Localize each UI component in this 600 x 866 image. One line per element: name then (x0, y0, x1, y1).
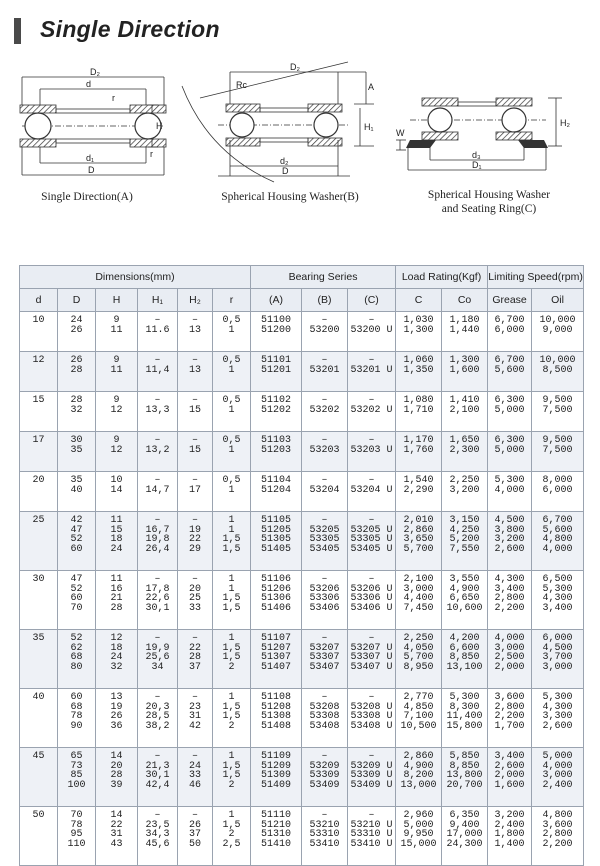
svg-text:d: d (86, 79, 92, 89)
cell-series-a: 51104 51204 (251, 472, 302, 512)
header-load-rating: Load Rating(Kgf) (396, 266, 488, 289)
svg-text:D: D (282, 166, 289, 176)
cell-H: 11 15 18 24 (96, 512, 138, 571)
cell-H1: – 13,2 (138, 432, 178, 472)
cell-series-a: 51106 51206 51306 51406 (251, 571, 302, 630)
cell-d: 10 (20, 312, 58, 352)
cell-load-co: 6,350 9,400 17,000 24,300 (442, 807, 488, 866)
cell-D: 24 26 (58, 312, 96, 352)
cell-D: 60 68 78 90 (58, 689, 96, 748)
cell-r: 1 1,5 2 2,5 (213, 807, 251, 866)
cell-D: 26 28 (58, 352, 96, 392)
cell-series-a: 51109 51209 51309 51409 (251, 748, 302, 807)
cell-load-c: 2,860 4,900 8,200 13,000 (396, 748, 442, 807)
col-header-H2: H₂ (178, 289, 213, 312)
cell-grease: 6,700 6,000 (488, 312, 532, 352)
cell-series-c: – 53204 U (348, 472, 396, 512)
cell-d: 20 (20, 472, 58, 512)
col-header-D: D (58, 289, 96, 312)
table-row (20, 571, 584, 630)
cell-series-a: 51103 51203 (251, 432, 302, 472)
cell-r: 0,5 1 (213, 472, 251, 512)
cell-oil: 5,300 4,300 3,300 2,600 (532, 689, 584, 748)
page-title: Single Direction (40, 16, 220, 42)
cell-series-c: – 53209 U 53309 U 53409 U (348, 748, 396, 807)
cell-d: 50 (20, 807, 58, 866)
svg-text:A: A (368, 82, 375, 92)
cell-H2: – 13 (178, 352, 213, 392)
cell-grease: 4,500 3,800 3,200 2,600 (488, 512, 532, 571)
col-header-load-co: Co (442, 289, 488, 312)
cell-d: 15 (20, 392, 58, 432)
col-header-load-c: C (396, 289, 442, 312)
cell-r: 0,5 1 (213, 312, 251, 352)
cell-oil: 4,800 3,600 2,800 2,200 (532, 807, 584, 866)
diagram-single-direction (12, 65, 174, 185)
cell-series-b: – 53209 53309 53409 (302, 748, 348, 807)
cell-d: 25 (20, 512, 58, 571)
cell-load-co: 2,250 3,200 (442, 472, 488, 512)
table-row (20, 352, 584, 392)
diagram-c-caption: Spherical Housing Washer and Seating Ring(C) (427, 189, 551, 215)
cell-D: 70 78 95 110 (58, 807, 96, 866)
cell-oil: 6,500 5,300 4,300 3,400 (532, 571, 584, 630)
cell-series-a: 51107 51207 51307 51407 (251, 630, 302, 689)
svg-text:D₂: D₂ (290, 62, 300, 72)
svg-text:D₂: D₂ (90, 67, 100, 77)
diagram-housing-washer-seating-ring (396, 70, 586, 185)
spec-table-body (20, 312, 584, 866)
table-row (20, 512, 584, 571)
cell-grease: 4,000 3,000 2,500 2,000 (488, 630, 532, 689)
cell-H: 14 20 28 39 (96, 748, 138, 807)
header-dimensions: Dimensions(mm) (20, 266, 251, 289)
svg-text:D₁: D₁ (472, 160, 482, 170)
cell-series-b: – 53201 (302, 352, 348, 392)
cell-D: 42 47 52 60 (58, 512, 96, 571)
cell-H2: – 20 25 33 (178, 571, 213, 630)
cell-series-b: – 53206 53306 53406 (302, 571, 348, 630)
spec-table (19, 265, 584, 866)
cell-series-b: – 53202 (302, 392, 348, 432)
svg-text:r: r (150, 149, 153, 159)
cell-d: 35 (20, 630, 58, 689)
cell-H: 10 14 (96, 472, 138, 512)
svg-text:D: D (88, 165, 95, 175)
cell-H: 9 11 (96, 312, 138, 352)
cell-series-c: – 53205 U 53305 U 53405 U (348, 512, 396, 571)
cell-H2: – 13 (178, 312, 213, 352)
table-row (20, 432, 584, 472)
cell-H2: – 15 (178, 392, 213, 432)
cell-load-c: 2,960 5,000 9,950 15,000 (396, 807, 442, 866)
cell-series-b: – 53205 53305 53405 (302, 512, 348, 571)
cell-D: 30 35 (58, 432, 96, 472)
table-row (20, 807, 584, 866)
cell-oil: 9,500 7,500 (532, 432, 584, 472)
cell-D: 65 73 85 100 (58, 748, 96, 807)
svg-text:d₁: d₁ (86, 153, 95, 163)
cell-r: 0,5 1 (213, 352, 251, 392)
cell-H1: – 23,5 34,3 45,6 (138, 807, 178, 866)
svg-text:d₂: d₂ (280, 156, 289, 166)
col-header-series-b: (B) (302, 289, 348, 312)
cell-oil: 8,000 6,000 (532, 472, 584, 512)
cell-series-a: 51105 51205 51305 51405 (251, 512, 302, 571)
cell-series-a: 51108 51208 51308 51408 (251, 689, 302, 748)
cell-r: 0,5 1 (213, 392, 251, 432)
cell-H2: – 23 31 42 (178, 689, 213, 748)
cell-oil: 10,000 8,500 (532, 352, 584, 392)
cell-load-c: 1,060 1,350 (396, 352, 442, 392)
cell-H1: – 11,4 (138, 352, 178, 392)
cell-oil: 10,000 9,000 (532, 312, 584, 352)
diagram-b-caption: Spherical Housing Washer(B) (221, 191, 359, 203)
table-row (20, 392, 584, 432)
cell-D: 52 62 68 80 (58, 630, 96, 689)
cell-D: 35 40 (58, 472, 96, 512)
cell-r: 1 1 1,5 1,5 (213, 571, 251, 630)
cell-series-c: – 53200 U (348, 312, 396, 352)
cell-H: 9 11 (96, 352, 138, 392)
cell-d: 30 (20, 571, 58, 630)
svg-text:H₂: H₂ (560, 118, 570, 128)
cell-grease: 6,300 5,000 (488, 392, 532, 432)
cell-grease: 3,600 2,800 2,200 1,700 (488, 689, 532, 748)
cell-d: 40 (20, 689, 58, 748)
cell-load-co: 3,550 4,900 6,650 10,600 (442, 571, 488, 630)
cell-oil: 6,000 4,500 3,700 3,000 (532, 630, 584, 689)
cell-H: 11 16 21 28 (96, 571, 138, 630)
cell-H: 12 18 24 32 (96, 630, 138, 689)
cell-oil: 6,700 5,600 4,800 4,000 (532, 512, 584, 571)
cell-series-c: – 53203 U (348, 432, 396, 472)
cell-d: 45 (20, 748, 58, 807)
cell-load-co: 4,200 6,600 8,850 13,100 (442, 630, 488, 689)
cell-grease: 6,700 5,600 (488, 352, 532, 392)
cell-grease: 3,400 2,600 2,000 1,600 (488, 748, 532, 807)
cell-r: 0,5 1 (213, 432, 251, 472)
svg-text:r: r (112, 93, 115, 103)
cell-load-co: 1,180 1,440 (442, 312, 488, 352)
cell-series-a: 51102 51202 (251, 392, 302, 432)
cell-D: 47 52 60 70 (58, 571, 96, 630)
cell-r: 1 1 1,5 1,5 (213, 512, 251, 571)
cell-series-b: – 53203 (302, 432, 348, 472)
cell-load-co: 1,410 2,100 (442, 392, 488, 432)
cell-r: 1 1,5 1,5 2 (213, 748, 251, 807)
col-header-r: r (213, 289, 251, 312)
cell-load-co: 5,850 8,850 13,800 20,700 (442, 748, 488, 807)
cell-D: 28 32 (58, 392, 96, 432)
cell-series-b: – 53207 53307 53407 (302, 630, 348, 689)
cell-H: 13 19 26 36 (96, 689, 138, 748)
cell-load-c: 1,030 1,300 (396, 312, 442, 352)
cell-grease: 3,200 2,400 1,800 1,400 (488, 807, 532, 866)
cell-H: 9 12 (96, 432, 138, 472)
cell-load-c: 2,250 4,050 5,700 8,950 (396, 630, 442, 689)
cell-load-c: 2,100 3,000 4,400 7,450 (396, 571, 442, 630)
cell-series-b: – 53200 (302, 312, 348, 352)
svg-text:d₃: d₃ (472, 150, 481, 160)
cell-d: 12 (20, 352, 58, 392)
cell-H1: – 13,3 (138, 392, 178, 432)
cell-series-c: – 53201 U (348, 352, 396, 392)
cell-load-c: 1,080 1,710 (396, 392, 442, 432)
cell-H1: – 17,8 22,6 30,1 (138, 571, 178, 630)
header-bearing-series: Bearing Series (251, 266, 396, 289)
svg-text:Rc: Rc (236, 80, 247, 90)
cell-series-b: – 53204 (302, 472, 348, 512)
cell-load-co: 5,300 8,300 11,400 15,800 (442, 689, 488, 748)
col-header-series-c: (C) (348, 289, 396, 312)
cell-load-co: 1,300 1,600 (442, 352, 488, 392)
table-row (20, 689, 584, 748)
cell-series-b: – 53210 53310 53410 (302, 807, 348, 866)
diagram-a-caption: Single Direction(A) (41, 191, 133, 203)
cell-grease: 4,300 3,400 2,800 2,200 (488, 571, 532, 630)
cell-load-c: 2,010 2,860 3,650 5,700 (396, 512, 442, 571)
col-header-H1: H₁ (138, 289, 178, 312)
cell-series-a: 51100 51200 (251, 312, 302, 352)
cell-series-a: 51110 51210 51310 51410 (251, 807, 302, 866)
cell-r: 1 1,5 1,5 2 (213, 689, 251, 748)
cell-r: 1 1,5 1,5 2 (213, 630, 251, 689)
table-row (20, 630, 584, 689)
cell-grease: 5,300 4,000 (488, 472, 532, 512)
cell-oil: 9,500 7,500 (532, 392, 584, 432)
cell-load-c: 1,170 1,760 (396, 432, 442, 472)
cell-load-co: 1,650 2,300 (442, 432, 488, 472)
cell-H2: – 22 28 37 (178, 630, 213, 689)
col-header-H: H (96, 289, 138, 312)
col-header-series-a: (A) (251, 289, 302, 312)
svg-text:H₁: H₁ (364, 122, 374, 132)
cell-H1: – 14,7 (138, 472, 178, 512)
header-limiting-speed: Limiting Speed(rpm) (488, 266, 584, 289)
title-accent-bar (14, 18, 21, 44)
cell-H2: – 24 33 46 (178, 748, 213, 807)
col-header-grease: Grease (488, 289, 532, 312)
cell-series-c: – 53206 U 53306 U 53406 U (348, 571, 396, 630)
cell-grease: 6,300 5,000 (488, 432, 532, 472)
col-header-oil: Oil (532, 289, 584, 312)
cell-H: 9 12 (96, 392, 138, 432)
cell-H: 14 22 31 43 (96, 807, 138, 866)
cell-series-c: – 53207 U 53307 U 53407 U (348, 630, 396, 689)
svg-text:W: W (396, 128, 405, 138)
cell-series-c: – 53202 U (348, 392, 396, 432)
cell-load-c: 1,540 2,290 (396, 472, 442, 512)
cell-series-c: – 53208 U 53308 U 53408 U (348, 689, 396, 748)
table-row (20, 472, 584, 512)
cell-H2: – 26 37 50 (178, 807, 213, 866)
diagram-spherical-housing-washer (178, 58, 378, 188)
cell-H1: – 20,3 28,5 38,2 (138, 689, 178, 748)
col-header-d: d (20, 289, 58, 312)
cell-series-b: – 53208 53308 53408 (302, 689, 348, 748)
cell-series-a: 51101 51201 (251, 352, 302, 392)
cell-H2: – 17 (178, 472, 213, 512)
cell-H2: – 19 22 29 (178, 512, 213, 571)
cell-H1: – 21,3 30,1 42,4 (138, 748, 178, 807)
cell-H1: – 19,9 25,6 34 (138, 630, 178, 689)
svg-text:H: H (156, 121, 163, 131)
table-row (20, 748, 584, 807)
cell-load-co: 3,150 4,250 5,200 7,550 (442, 512, 488, 571)
table-row (20, 312, 584, 352)
cell-H1: – 11.6 (138, 312, 178, 352)
cell-H2: – 15 (178, 432, 213, 472)
cell-load-c: 2,770 4,850 7,100 10,500 (396, 689, 442, 748)
cell-d: 17 (20, 432, 58, 472)
cell-oil: 5,000 4,000 3,000 2,400 (532, 748, 584, 807)
cell-H1: – 16,7 19,8 26,4 (138, 512, 178, 571)
cell-series-c: – 53210 U 53310 U 53410 U (348, 807, 396, 866)
